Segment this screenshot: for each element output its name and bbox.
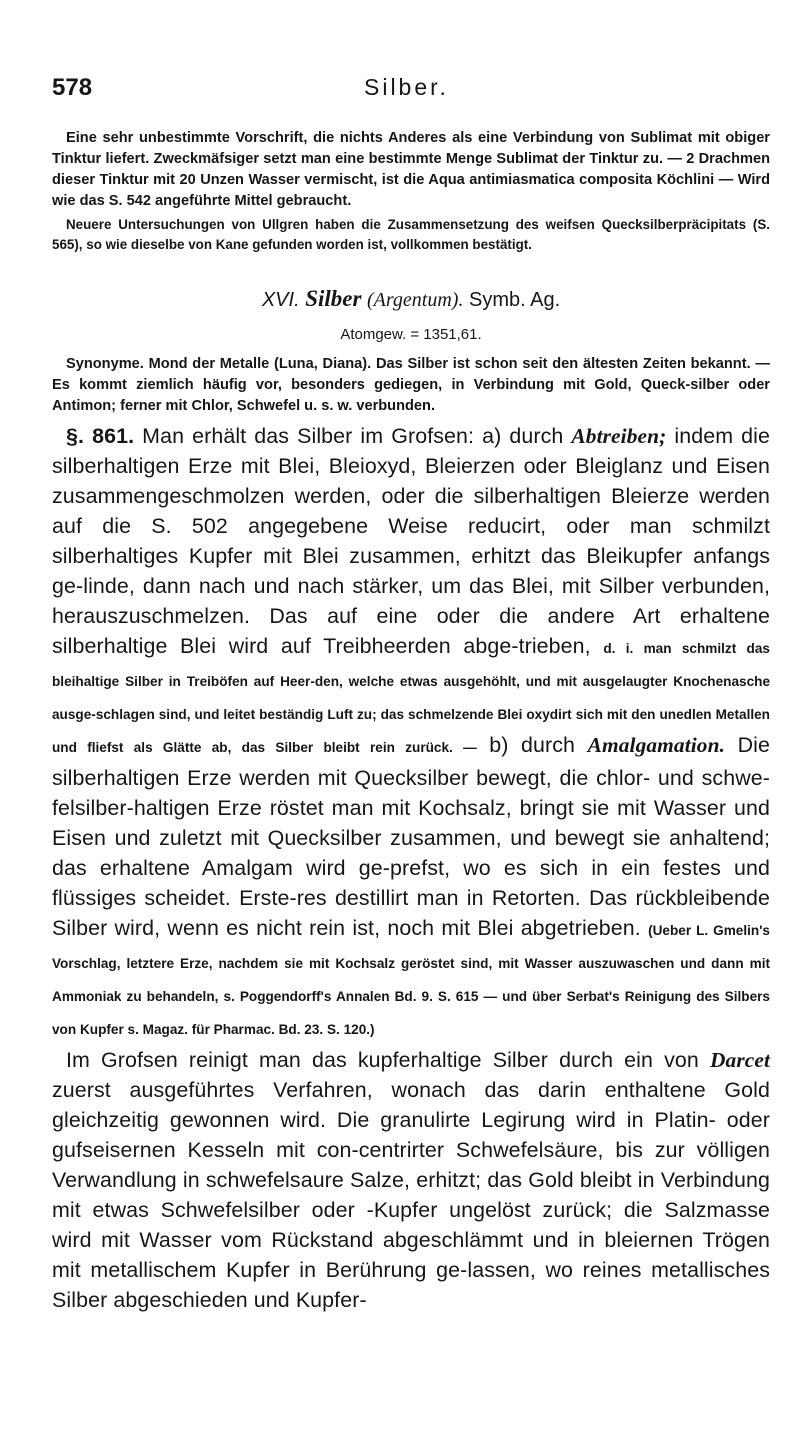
page-body	[52, 128, 770, 1315]
intro-note: Neuere Untersuchungen von Ullgren haben die Zusammensetzung des weifsen Quecksilberpräcipitats (S. 565), so wie dieselbe von Kane gefunden worden ist, vollkommen bestätigt.	[52, 217, 770, 252]
paragraph-861-part1: Man erhält das Silber im Grofsen: a) durch	[142, 424, 564, 448]
section-number: XVI.	[261, 289, 300, 311]
section-name: Silber	[305, 286, 362, 311]
paragraph-861-emph1: Abtreiben;	[571, 424, 667, 448]
paragraph-861-part4: Die silberhaltigen Erze werden mit Quecksilber bewegt, die chlor- und schwe-felsilber-haltigen Erze röstet man mit Kochsalz, bringt sie mit Wasser und Eisen und zuletzt mit Quecksilber zusammen, und bewegt sie anhaltend; das erhaltene Amalgam wird ge-prefst, wo es sich in ein festes und flüssiges scheidet. Erste-res destillirt man in Retorten. Das rückbleibende Silber wird, wenn es nicht rein ist, noch mit Blei abgetrieben.	[52, 733, 770, 940]
paragraph-861-part2: indem die silberhaltigen Erze mit Blei, Bleioxyd, Bleierzen oder Bleiglanz und Eisen zusammengeschmolzen werden, oder die silberhaltigen Bleierze werden auf die S. 502 angegebene Weise reducirt, oder man schmilzt silberhaltiges Kupfer mit Blei zusammen, erhitzt das Bleikupfer anfangs ge-linde, dann nach und nach stärker, um das Blei, mit Silber verbunden, herauszuschmelzen. Das auf eine oder die andere Art erhaltene silberhaltige Blei wird auf Treibheerden abge-trieben,	[52, 424, 771, 658]
paragraph-refine-emph: Darcet	[710, 1048, 770, 1072]
page-header	[52, 74, 772, 104]
intro-paragraph: Eine sehr unbestimmte Vorschrift, die nichts Anderes als eine Verbindung von Sublimat mit obiger Tinktur liefert. Zweckmäfsiger setzt man eine bestimmte Menge Sublimat der Tinktur zu. — 2 Drachmen dieser Tinktur mit 20 Unzen Wasser vermischt, ist die Aqua antimiasmatica composita Köchlini — Wird wie das S. 542 angeführte Mittel gebraucht.	[52, 130, 770, 209]
paragraph-861-small1: d. i. man schmilzt das bleihaltige Silber in Treiböfen auf Heer-den, welche etwas ausgehöhlt, und mit ausgelaugter Knochenasche ausge-schlagen sind, und leitet beständig Luft zu; das schmelzende Blei oxydirt sich mit den unedlen Metallen und fliefst als Glätte ab, das Silber bleibt rein zurück. —	[52, 641, 770, 755]
paragraph-861-small2: (Ueber L. Gmelin's Vorschlag, letztere Erze, nachdem sie mit Kochsalz geröstet sind, mit Wasser auszuwaschen und dann mit Ammoniak zu behandeln, s. Poggendorff's Annalen Bd. 9. S. 615 — und über Serbat's Reinigung des Silbers von Kupfer s. Magaz. für Pharmac. Bd. 23. S. 120.)	[52, 923, 770, 1037]
paragraph-mark: §. 861.	[66, 424, 135, 448]
section-latin-name: (Argentum).	[366, 289, 464, 311]
section-title	[52, 285, 770, 314]
section-symbol: Symb. Ag.	[469, 289, 561, 311]
paragraph-refine-part1: Im Grofsen reinigt man das kupferhaltige Silber durch ein von	[66, 1048, 699, 1072]
paragraph-861	[52, 421, 770, 1045]
paragraph-861-emph2: Amalgamation.	[587, 733, 726, 757]
paragraph-861-part3: b) durch	[489, 733, 576, 757]
running-head: Silber.	[364, 74, 449, 100]
atomic-weight: Atomgew. = 1351,61.	[340, 326, 482, 343]
synonyms-paragraph: Synonyme. Mond der Metalle (Luna, Diana). Das Silber ist schon seit den ältesten Zeiten bekannt. — Es kommt ziemlich häufig vor, besonders gediegen, in Verbindung mit Gold, Queck-silber oder Antimon; ferner mit Chlor, Schwefel u. s. w. verbunden.	[52, 356, 770, 414]
page-number: 578	[52, 74, 93, 101]
paragraph-refine	[52, 1045, 770, 1315]
paragraph-refine-part2: zuerst ausgeführtes Verfahren, wonach das darin enthaltene Gold gleichzeitig gewonnen wird. Die granulirte Legirung wird in Platin- oder gufseisernen Kesseln mit con-centrirter Schwefelsäure, bis zur völligen Verwandlung in schwefelsaure Salze, erhitzt; das Gold bleibt in Verbindung mit etwas Schwefelsilber oder -Kupfer ungelöst zurück; die Salzmasse wird mit Wasser vom Rückstand abgeschlämmt und in bleiernen Trögen mit metallischem Kupfer in Berührung ge-lassen, wo reines metallisches Silber abgeschieden und Kupfer-	[52, 1078, 770, 1312]
